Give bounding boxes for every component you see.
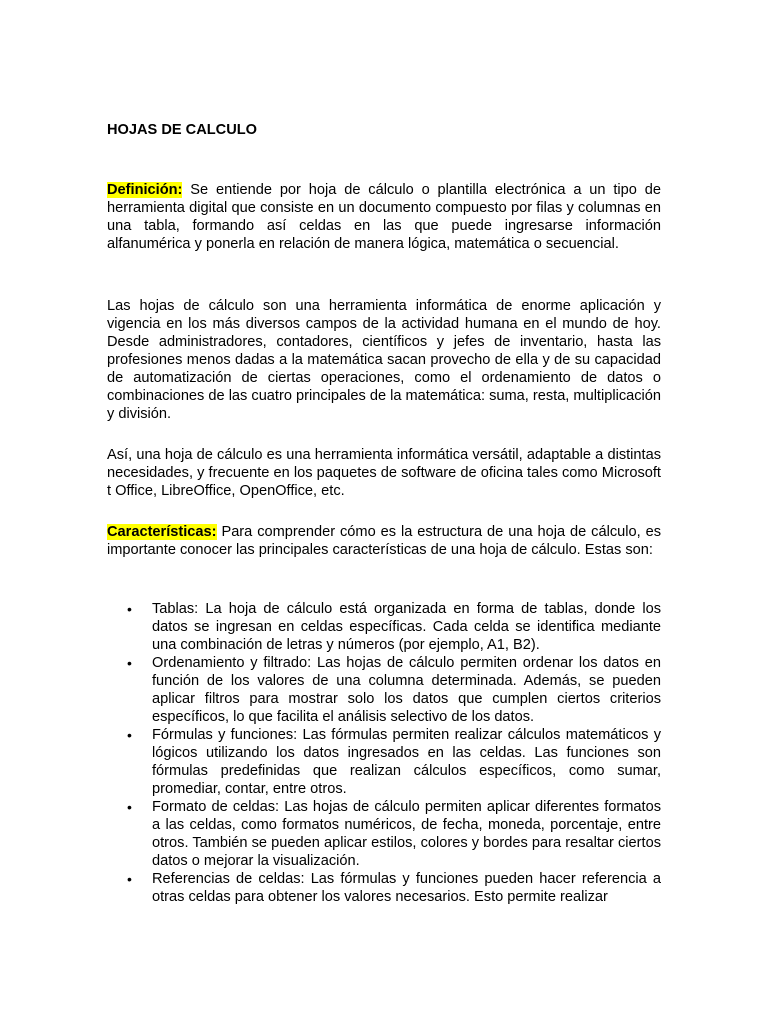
- bullet-icon: •: [127, 799, 132, 815]
- list-item-text: Formato de celdas: Las hojas de cálculo permiten aplicar diferentes formatos a las celdas, como formatos numéricos, de fecha, moneda, porcentaje, entre otros. También se pueden aplicar estilos, colores y bordes para resaltar ciertos datos o mejorar la visualización.: [152, 799, 661, 869]
- list-item: [107, 600, 661, 654]
- bullet-icon: •: [127, 655, 132, 671]
- list-item: [107, 726, 661, 798]
- document-title: HOJAS DE CALCULO: [107, 122, 257, 138]
- list-item: [107, 654, 661, 726]
- paragraph-versatility: [107, 446, 661, 500]
- bullet-icon: •: [127, 601, 132, 617]
- paragraph-usage: [107, 297, 661, 423]
- list-item-text: Ordenamiento y filtrado: Las hojas de cálculo permiten ordenar los datos en función de los valores de una columna determinada. Además, se pueden aplicar filtros para mostrar solo los datos que cumplen ciertos criterios específicos, lo que facilita el análisis selectivo de los datos.: [152, 655, 661, 725]
- bullet-icon: •: [127, 727, 132, 743]
- paragraph-usage-text: Las hojas de cálculo son una herramienta informática de enorme aplicación y vigencia en los más diversos campos de la actividad humana en el mundo de hoy. Desde administradores, contadores, científicos y jefes de inventario, hasta las profesiones menos dadas a la matemática sacan provecho de ella y de su capacidad de automatización de ciertas operaciones, como el ordenamiento de datos o combinaciones de las cuatro principales de la matemática: suma, resta, multiplicación y división.: [107, 298, 662, 422]
- definition-paragraph: [107, 181, 661, 253]
- list-item: [107, 870, 661, 906]
- characteristics-text: Para comprender cómo es la estructura de una hoja de cálculo, es importante conocer las principales características de una hoja de cálculo. Estas son:: [107, 524, 661, 558]
- definition-text: Se entiende por hoja de cálculo o plantilla electrónica a un tipo de herramienta digital que consiste en un documento compuesto por filas y columnas en una tabla, formando así celdas en las que puede ingresarse información alfanumérica y ponerla en relación de manera lógica, matemática o secuencial.: [107, 182, 661, 252]
- list-item-text: Referencias de celdas: Las fórmulas y funciones pueden hacer referencia a otras celdas para obtener los valores necesarios. Esto permite realizar: [152, 871, 661, 905]
- characteristics-list: [107, 600, 661, 906]
- characteristics-label: Características:: [107, 524, 217, 540]
- definition-label: Definición:: [107, 182, 183, 198]
- paragraph-versatility-text: Así, una hoja de cálculo es una herramienta informática versátil, adaptable a distintas necesidades, y frecuente en los paquetes de software de oficina tales como Microsoft t Office, LibreOffice, OpenOffice, etc.: [107, 447, 661, 499]
- list-item-text: Fórmulas y funciones: Las fórmulas permiten realizar cálculos matemáticos y lógicos utilizando los datos ingresados en las celdas. Las funciones son fórmulas predefinidas que realizan cálculos específicos, como sumar, promediar, contar, entre otros.: [152, 727, 661, 797]
- bullet-icon: •: [127, 871, 132, 887]
- list-item-text: Tablas: La hoja de cálculo está organizada en forma de tablas, donde los datos se ingresan en celdas específicas. Cada celda se identifica mediante una combinación de letras y números (por ejemplo, A1, B2).: [152, 601, 661, 653]
- characteristics-paragraph: [107, 523, 661, 559]
- list-item: [107, 798, 661, 870]
